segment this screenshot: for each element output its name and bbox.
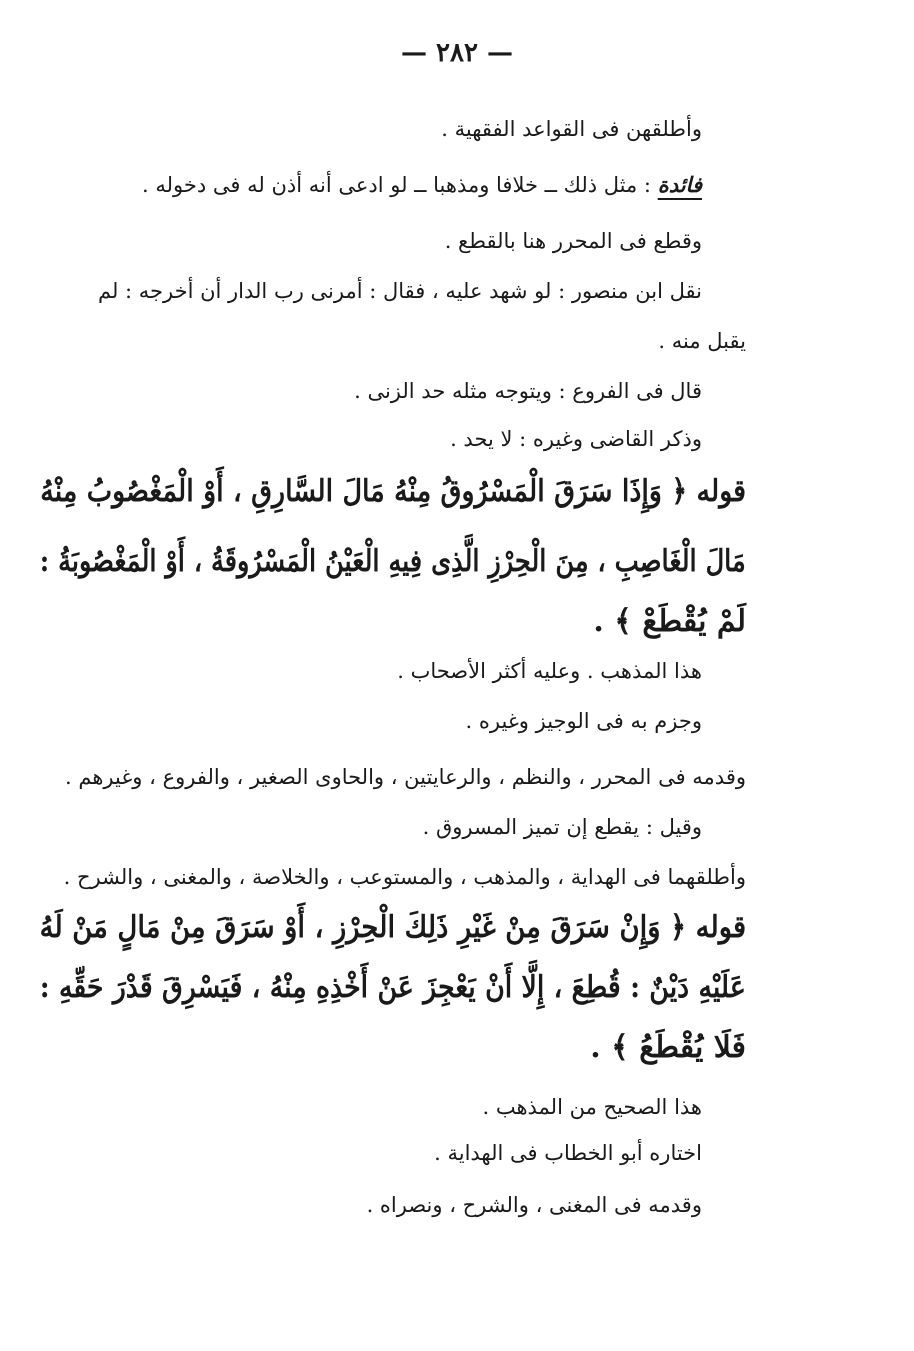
benefit-label: فائدة [657,172,702,197]
quoted-text-line: فَلَا يُقْطَعُ ﴾ . [590,1030,746,1065]
quoted-text-line: عَلَيْهِ دَيْنٌ : قُطِعَ ، إِلَّا أَنْ يَعْجِزَ عَنْ أَخْذِهِ مِنْهُ ، فَيَسْرِقَ قَدْرَ حَقِّهِ : [39,970,746,1005]
text-line: وقدمه فى المحرر ، والنظم ، والرعايتين ، والحاوى الصغير ، والفروع ، وغيرهم . [65,765,746,789]
text-line: اختاره أبو الخطاب فى الهداية . [434,1141,702,1165]
page-number: — ٢٨٢ — [400,38,514,68]
quoted-text-line: لَمْ يُقْطَعْ ﴾ . [593,604,746,639]
text-line: هذا المذهب . وعليه أكثر الأصحاب . [397,659,702,683]
quoted-text-line: مَالَ الْغَاصِبِ ، مِنَ الْحِرْزِ الَّذِى فِيهِ الْعَيْنُ الْمَسْرُوقَةُ ، أَوْ الْمَغْصُوبَةُ : [39,544,746,579]
text-line: وقيل : يقطع إن تميز المسروق . [422,815,702,839]
quoted-text-line: قوله ﴿ وَإِنْ سَرَقَ مِنْ غَيْرِ ذَلِكَ الْحِرْزِ ، أَوْ سَرَقَ مِنْ مَالٍ مَنْ لَهُ [39,910,746,945]
text-line: وأطلقهن فى القواعد الفقهية . [441,117,702,141]
text-line: نقل ابن منصور : لو شهد عليه ، فقال : أمرنى رب الدار أن أخرجه : لم [97,279,702,303]
text-line: وأطلقهما فى الهداية ، والمذهب ، والمستوعب ، والخلاصة ، والمغنى ، والشرح . [63,865,746,889]
text-line: يقبل منه . [658,329,746,353]
text-line-benefit [142,170,702,200]
text-line: وقدمه فى المغنى ، والشرح ، ونصراه . [366,1193,702,1217]
text-line: هذا الصحيح من المذهب . [482,1095,702,1119]
text-line: وقطع فى المحرر هنا بالقطع . [444,229,702,253]
benefit-text: : مثل ذلك ــ خلافا ومذهبا ــ لو ادعى أنه أذن له فى دخوله . [142,173,658,197]
text-line: قال فى الفروع : ويتوجه مثله حد الزنى . [354,379,702,403]
text-line: وذكر القاضى وغيره : لا يحد . [450,427,702,451]
quoted-text-line: قوله ﴿ وَإِذَا سَرَقَ الْمَسْرُوقُ مِنْهُ مَالَ السَّارِقِ ، أَوْ الْمَغْصُوبُ مِنْهُ [40,474,746,509]
text-line: وجزم به فى الوجيز وغيره . [465,709,702,733]
